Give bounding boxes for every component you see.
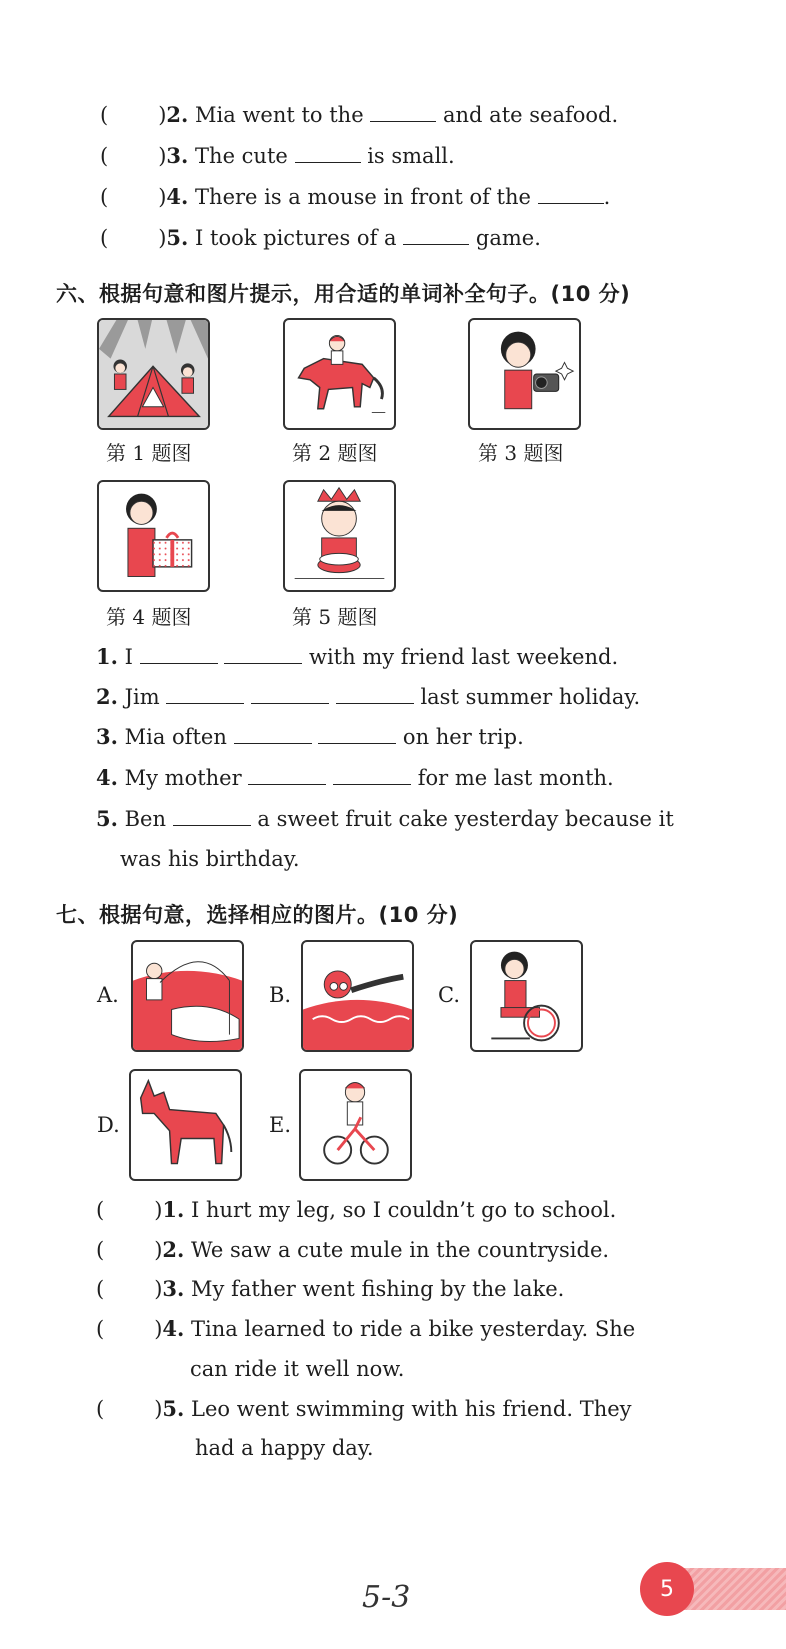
handwritten-page-mark: 5-3 [362,1580,411,1615]
answer-blank[interactable] [248,766,326,785]
s6-question-5-continued: was his birthday. [120,847,300,871]
s5-question-2: ( )2. Mia went to the and ate seafood. [100,102,619,127]
option-a-label: A. [97,983,119,1007]
answer-blank[interactable] [140,645,218,664]
caption-pic3: 第 3 题图 [478,441,564,465]
answer-blank[interactable] [318,725,396,744]
s6-question-4: 4. My mother for me last month. [96,765,614,790]
s7-question-4-continued: can ride it well now. [190,1357,405,1381]
s7-question-4: ( )4. Tina learned to ride a bike yesterday. She [96,1316,636,1341]
caption-pic4: 第 4 题图 [106,605,192,629]
picture-birthday-cake [283,480,396,592]
section7-heading: 七、根据句意，选择相应的图片。(10 分) [56,903,459,927]
picture-mule [129,1069,242,1181]
answer-blank[interactable] [336,685,414,704]
picture-fishing [131,940,244,1052]
s7-question-3: ( )3. My father went fishing by the lake. [96,1276,565,1301]
option-e-label: E. [269,1113,292,1137]
picture-swimming [301,940,414,1052]
picture-wheelchair [470,940,583,1052]
picture-camping [97,318,210,430]
answer-blank[interactable] [538,185,604,204]
s6-question-3: 3. Mia often on her trip. [96,724,524,749]
picture-gift [97,480,210,592]
s7-question-2: ( )2. We saw a cute mule in the countryside. [96,1237,610,1262]
s5-question-4: ( )4. There is a mouse in front of the . [100,184,611,209]
s6-question-2: 2. Jim last summer holiday. [96,684,641,709]
caption-pic2: 第 2 题图 [292,441,378,465]
answer-blank[interactable] [370,103,436,122]
option-c-label: C. [438,983,460,1007]
answer-blank[interactable] [173,807,251,826]
s7-question-5-continued: had a happy day. [195,1436,374,1460]
answer-blank[interactable] [166,685,244,704]
picture-bike [299,1069,412,1181]
s5-question-5: ( )5. I took pictures of a game. [100,225,541,250]
caption-pic5: 第 5 题图 [292,605,378,629]
answer-blank[interactable] [333,766,411,785]
s7-question-5: ( )5. Leo went swimming with his friend. They [96,1396,632,1421]
s6-question-1: 1. I with my friend last weekend. [96,644,619,669]
picture-camera [468,318,581,430]
caption-pic1: 第 1 题图 [106,441,192,465]
answer-blank[interactable] [251,685,329,704]
page-number-badge: 5 [640,1562,694,1616]
s6-question-5: 5. Ben a sweet fruit cake yesterday because it [96,806,674,831]
s7-question-1: ( )1. I hurt my leg, so I couldn’t go to school. [96,1197,617,1222]
s5-question-3: ( )3. The cute is small. [100,143,455,168]
section6-heading: 六、根据句意和图片提示，用合适的单词补全句子。(10 分) [56,282,631,306]
answer-blank[interactable] [234,725,312,744]
option-b-label: B. [269,983,292,1007]
option-d-label: D. [97,1113,120,1137]
picture-riding-horse [283,318,396,430]
answer-blank[interactable] [224,645,302,664]
answer-blank[interactable] [295,144,361,163]
answer-blank[interactable] [403,226,469,245]
